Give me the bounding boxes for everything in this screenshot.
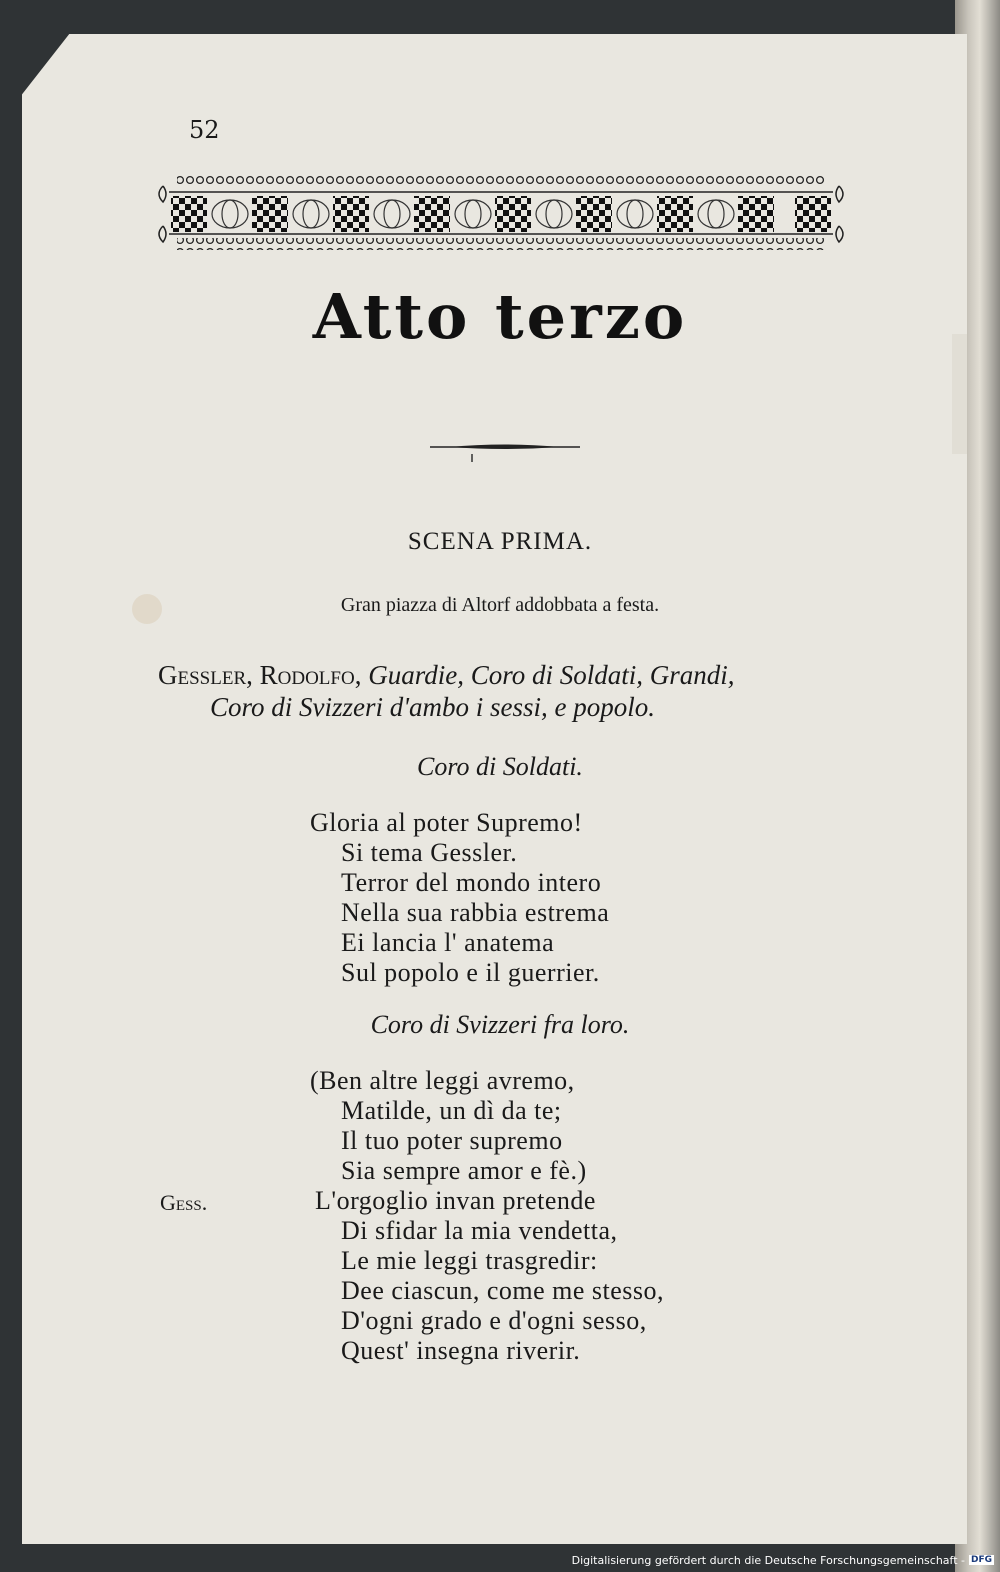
scene-heading: SCENA PRIMA.: [407, 528, 593, 555]
verse-line: Dee ciascun, come me stesso,: [341, 1276, 665, 1305]
verse-line: Gloria al poter Supremo!: [310, 808, 583, 837]
verse-line: Ei lancia l' anatema: [341, 928, 555, 957]
cast-gessler: Gessler,: [158, 660, 253, 690]
verse-line: D'ogni grado e d'ogni sesso,: [341, 1306, 647, 1335]
decorative-border-ornament: [155, 174, 847, 254]
page-number: 52: [189, 116, 220, 144]
verse-line: Nella sua rabbia estrema: [341, 898, 610, 927]
speaker-gess: Gess.: [160, 1190, 208, 1215]
verse-line: Di sfidar la mia vendetta,: [341, 1216, 618, 1245]
digitization-footer: [572, 1552, 994, 1568]
verse-line: (Ben altre leggi avremo,: [310, 1066, 575, 1095]
verse-line: Sul popolo e il guerrier.: [341, 958, 600, 987]
speaker-heading-soldati: Coro di Soldati.: [417, 752, 583, 781]
verse-line: L'orgoglio invan pretende: [315, 1186, 596, 1215]
verse-line: Sia sempre amor e fè.): [341, 1156, 587, 1185]
act-title: Atto terzo: [312, 280, 688, 353]
verse-line: Si tema Gessler.: [341, 838, 518, 867]
decorative-rule: [430, 438, 580, 462]
cast-list-line-2: Coro di Svizzeri d'ambo i sessi, e popolo.: [210, 692, 656, 722]
cast-list-line-1: [158, 660, 734, 691]
dfg-logo: DFG: [970, 1555, 992, 1565]
verse-line: Terror del mondo intero: [341, 868, 602, 897]
cast-rodolfo: Rodolfo,: [259, 660, 362, 690]
scene-setting: Gran piazza di Altorf addobbata a festa.: [340, 594, 660, 616]
verse-line: Matilde, un dì da te;: [341, 1096, 562, 1125]
cast-rest: Guardie, Coro di Soldati, Grandi,: [368, 660, 735, 690]
footer-text: Digitalisierung gefördert durch die Deutsche Forschungsgemeinschaft -: [571, 1553, 965, 1567]
verse-line: Le mie leggi trasgredir:: [341, 1246, 598, 1275]
speaker-heading-svizzeri: Coro di Svizzeri fra loro.: [370, 1010, 630, 1039]
verse-line: Il tuo poter supremo: [341, 1126, 563, 1155]
verse-line: Quest' insegna riverir.: [341, 1336, 581, 1365]
